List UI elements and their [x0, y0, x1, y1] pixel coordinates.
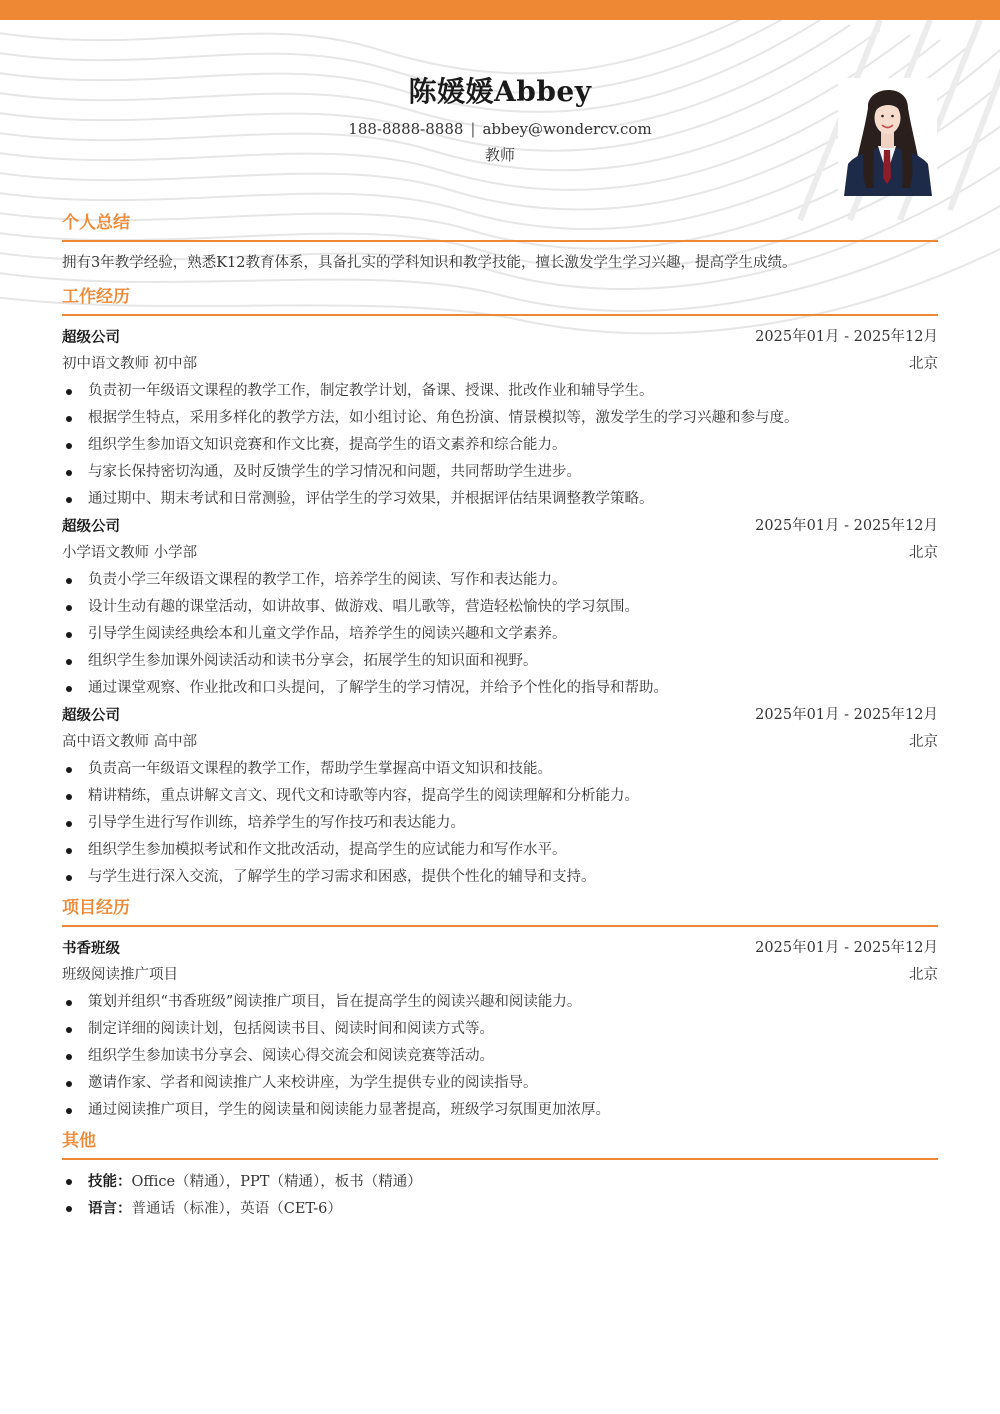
- work-entry: [62, 702, 938, 891]
- phone-number: 188-8888-8888: [348, 120, 464, 138]
- list-item: 与学生进行深入交流，了解学生的学习需求和困惑，提供个性化的辅导和支持。: [62, 864, 938, 891]
- position-title: 高中语文教师 高中部: [62, 734, 198, 750]
- list-item: 引导学生进行写作训练，培养学生的写作技巧和表达能力。: [62, 810, 938, 837]
- profile-photo: [838, 78, 937, 196]
- section-title-summary: 个人总结: [62, 210, 938, 242]
- section-projects: [62, 895, 938, 1124]
- project-name: 书香班级: [62, 940, 120, 957]
- list-item: 通过课堂观察、作业批改和口头提问，了解学生的学习情况，并给予个性化的指导和帮助。: [62, 675, 938, 702]
- work-entry: [62, 513, 938, 702]
- skills-value: Office（精通），PPT（精通），板书（精通）: [131, 1174, 422, 1190]
- date-range: 2025年01月 - 2025年12月: [755, 940, 938, 956]
- date-range: 2025年01月 - 2025年12月: [755, 518, 938, 534]
- languages-label: 语言：: [88, 1200, 132, 1217]
- list-item-languages: [62, 1195, 938, 1222]
- list-item: 组织学生参加读书分享会、阅读心得交流会和阅读竞赛等活动。: [62, 1043, 938, 1070]
- section-title-work: 工作经历: [62, 284, 938, 316]
- resume-body: [62, 210, 938, 1222]
- date-range: 2025年01月 - 2025年12月: [755, 329, 938, 345]
- location: 北京: [909, 967, 938, 983]
- location: 北京: [909, 545, 938, 561]
- list-item: 根据学生特点，采用多样化的教学方法，如小组讨论、角色扮演、情景模拟等，激发学生的学习兴趣和参与度。: [62, 405, 938, 432]
- list-item: 负责小学三年级语文课程的教学工作，培养学生的阅读、写作和表达能力。: [62, 567, 938, 594]
- list-item: 引导学生阅读经典绘本和儿童文学作品，培养学生的阅读兴趣和文学素养。: [62, 621, 938, 648]
- skills-label: 技能：: [88, 1173, 132, 1190]
- list-item: 通过阅读推广项目，学生的阅读量和阅读能力显著提高，班级学习氛围更加浓厚。: [62, 1097, 938, 1124]
- date-range: 2025年01月 - 2025年12月: [755, 707, 938, 723]
- section-title-other: 其他: [62, 1128, 938, 1160]
- list-item: 精讲精练，重点讲解文言文、现代文和诗歌等内容，提高学生的阅读理解和分析能力。: [62, 783, 938, 810]
- languages-value: 普通话（标准），英语（CET-6）: [131, 1201, 342, 1217]
- company-name: 超级公司: [62, 329, 120, 346]
- list-item: 邀请作家、学者和阅读推广人来校讲座，为学生提供专业的阅读指导。: [62, 1070, 938, 1097]
- list-item: 负责初一年级语文课程的教学工作，制定教学计划，备课、授课、批改作业和辅导学生。: [62, 378, 938, 405]
- project-entry: [62, 935, 938, 1124]
- company-name: 超级公司: [62, 518, 120, 535]
- location: 北京: [909, 734, 938, 750]
- responsibility-list: [62, 567, 938, 702]
- position-title: 小学语文教师 小学部: [62, 545, 198, 561]
- list-item: 组织学生参加模拟考试和作文批改活动，提高学生的应试能力和写作水平。: [62, 837, 938, 864]
- work-entry: [62, 324, 938, 513]
- other-list: [62, 1168, 938, 1222]
- section-summary: [62, 210, 938, 284]
- responsibility-list: [62, 378, 938, 513]
- list-item: 通过期中、期末考试和日常测验，评估学生的学习效果，并根据评估结果调整教学策略。: [62, 486, 938, 513]
- project-role: 班级阅读推广项目: [62, 967, 178, 983]
- candidate-name: 陈媛媛Abbey: [408, 75, 592, 108]
- project-detail-list: [62, 989, 938, 1124]
- email-address: abbey@wondercv.com: [482, 120, 652, 138]
- contact-separator: |: [470, 120, 476, 138]
- section-work: [62, 284, 938, 891]
- list-item: 负责高一年级语文课程的教学工作，帮助学生掌握高中语文知识和技能。: [62, 756, 938, 783]
- list-item: 设计生动有趣的课堂活动，如讲故事、做游戏、唱儿歌等，营造轻松愉快的学习氛围。: [62, 594, 938, 621]
- top-accent-bar: [0, 0, 1000, 20]
- list-item: 组织学生参加语文知识竞赛和作文比赛，提高学生的语文素养和综合能力。: [62, 432, 938, 459]
- portrait-icon: [838, 78, 937, 196]
- job-title: 教师: [484, 146, 515, 164]
- location: 北京: [909, 356, 938, 372]
- section-other: [62, 1128, 938, 1222]
- summary-text: 拥有3年教学经验，熟悉K12教育体系，具备扎实的学科知识和教学技能，擅长激发学生学习兴趣，提高学生成绩。: [62, 255, 797, 271]
- list-item-skills: [62, 1168, 938, 1195]
- list-item: 组织学生参加课外阅读活动和读书分享会，拓展学生的知识面和视野。: [62, 648, 938, 675]
- list-item: 制定详细的阅读计划，包括阅读书目、阅读时间和阅读方式等。: [62, 1016, 938, 1043]
- section-title-projects: 项目经历: [62, 895, 938, 927]
- company-name: 超级公司: [62, 707, 120, 724]
- position-title: 初中语文教师 初中部: [62, 356, 198, 372]
- responsibility-list: [62, 756, 938, 891]
- list-item: 策划并组织“书香班级”阅读推广项目，旨在提高学生的阅读兴趣和阅读能力。: [62, 989, 938, 1016]
- list-item: 与家长保持密切沟通，及时反馈学生的学习情况和问题，共同帮助学生进步。: [62, 459, 938, 486]
